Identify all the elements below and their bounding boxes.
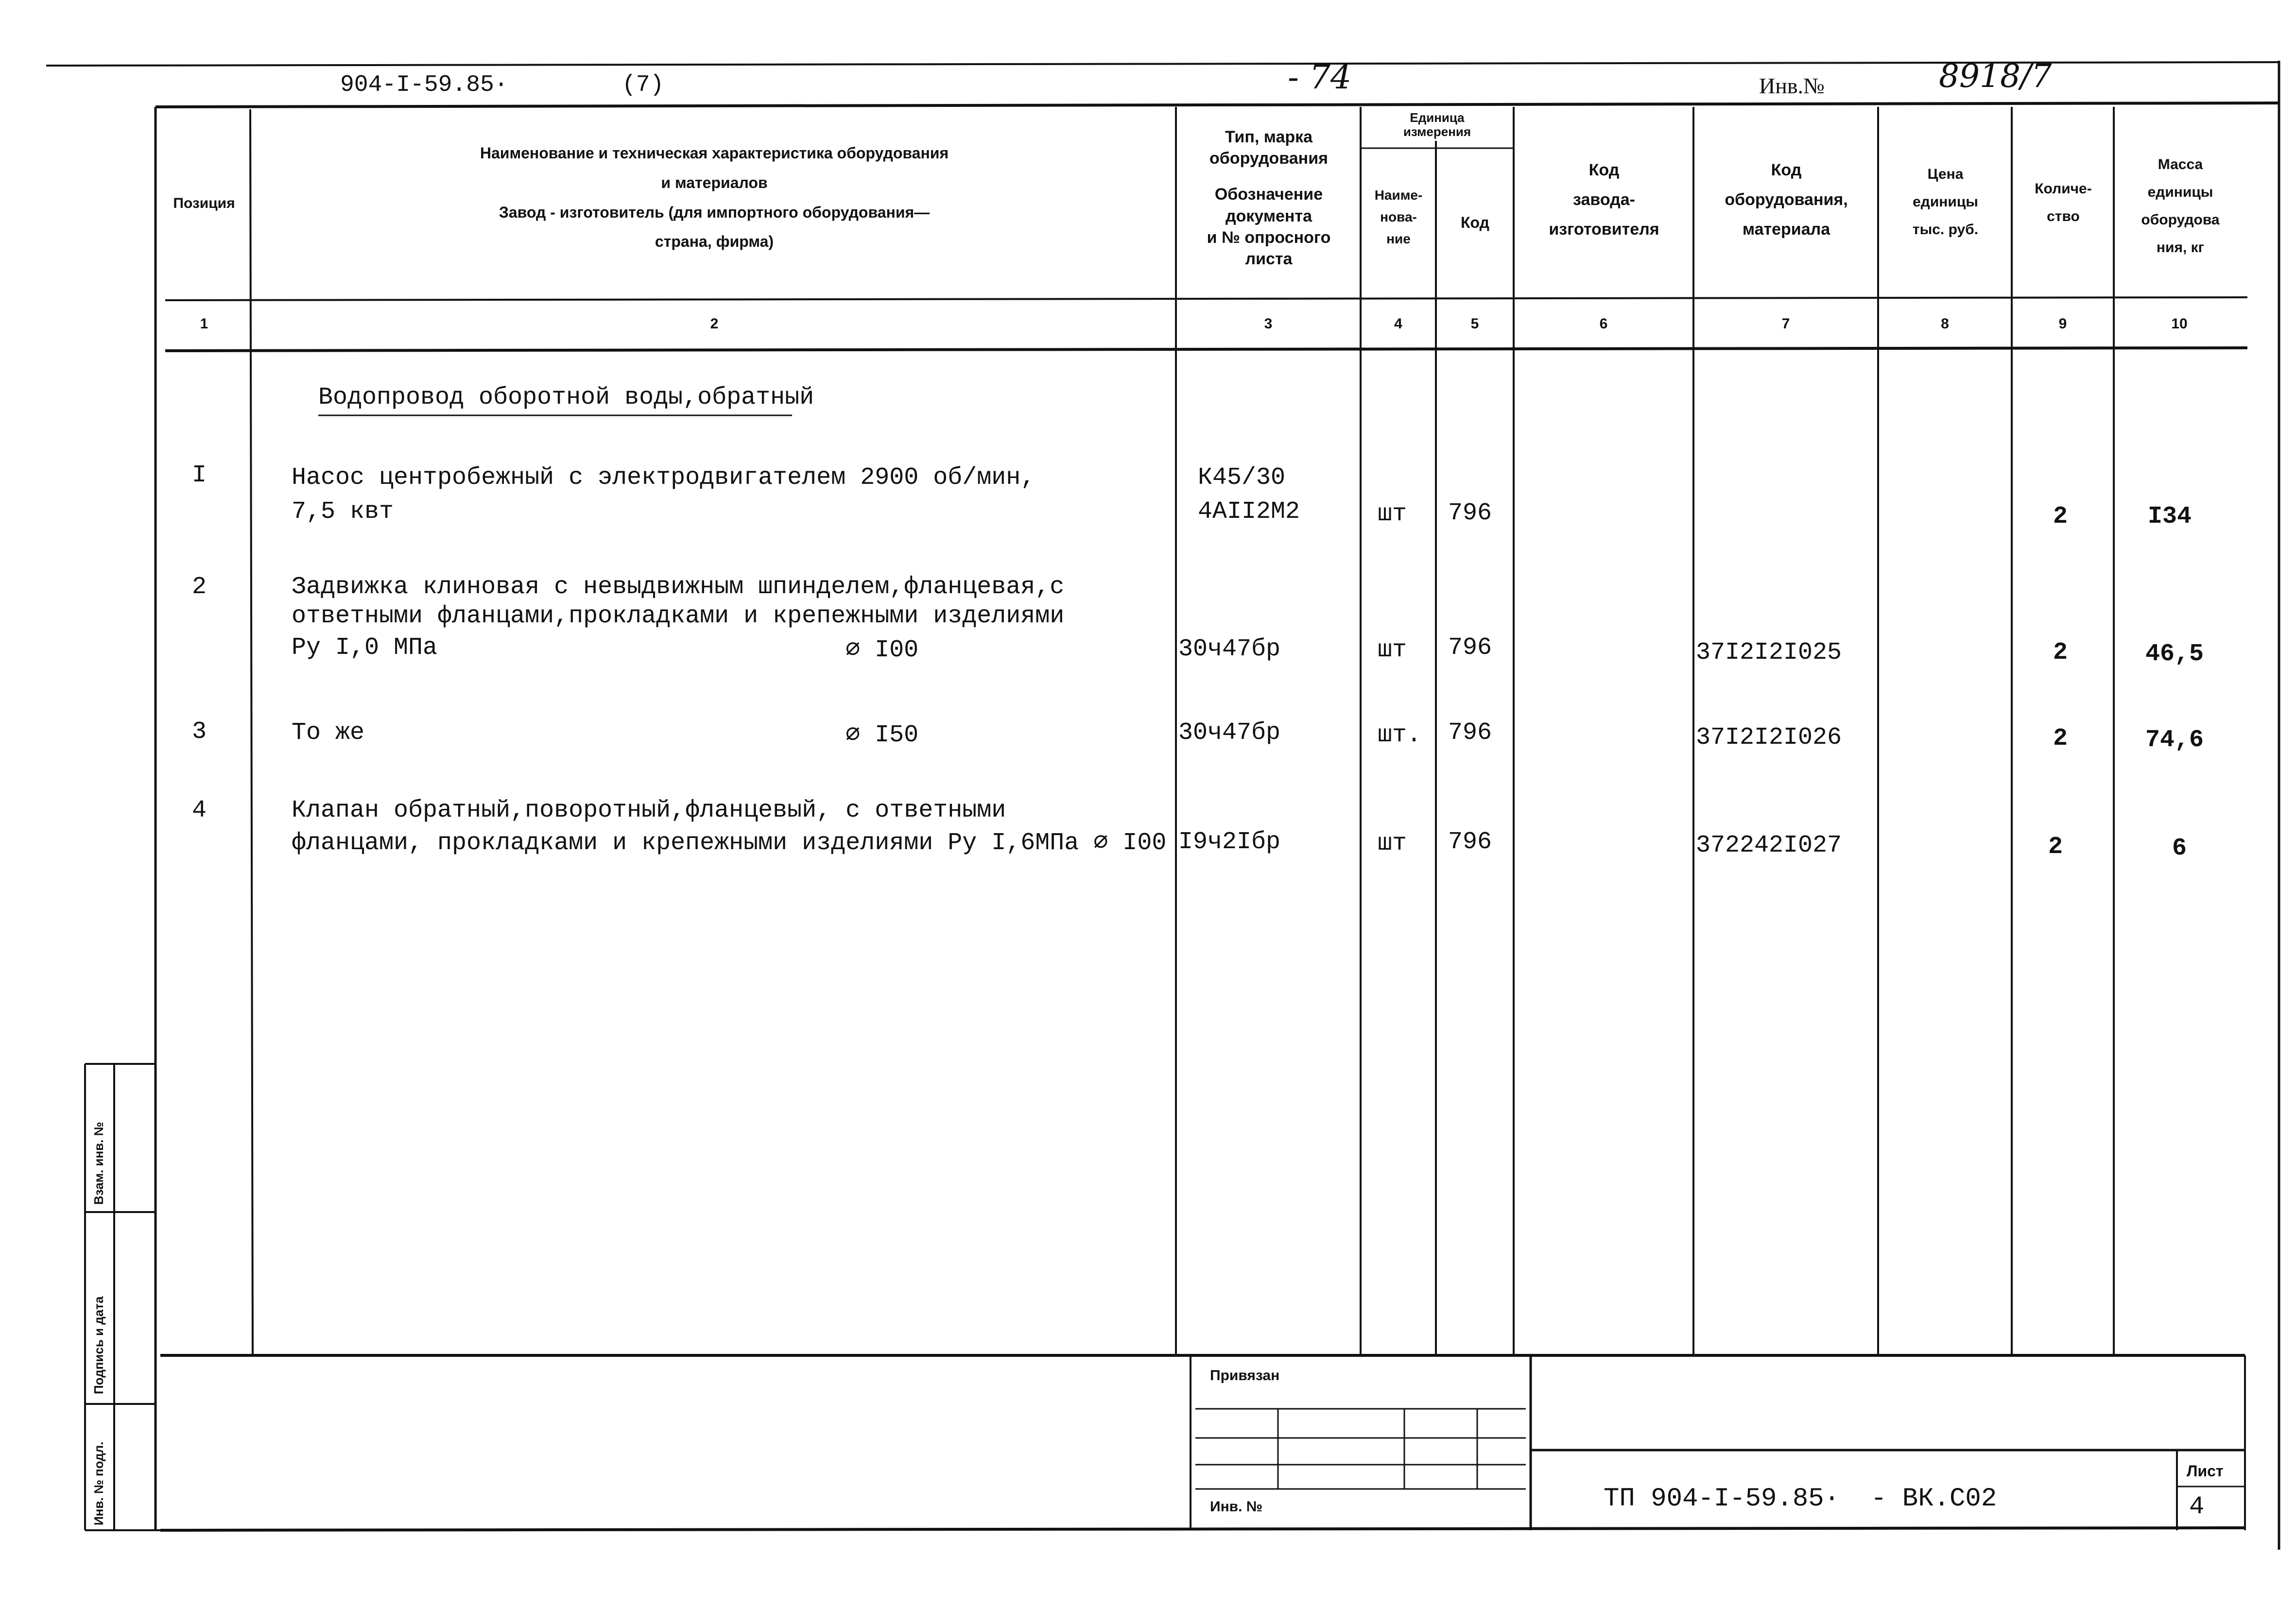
row-4-unit-code: 796 xyxy=(1448,828,1492,856)
row-2-unit-code: 796 xyxy=(1448,634,1492,662)
row-4-quantity: 2 xyxy=(2048,833,2063,861)
footer-privyazan: Привязан xyxy=(1210,1368,1280,1384)
row-2-name-line2: ответными фланцами,прокладками и крепежными изделиями xyxy=(292,602,1065,630)
footer-inv-no: Инв. № xyxy=(1210,1499,1263,1515)
header-price-line2: единицы xyxy=(1913,194,1978,210)
header-type-line6: листа xyxy=(1245,249,1293,268)
header-unit-name-line2: нова- xyxy=(1380,209,1417,224)
footer-doc-designation: ТП 904-I-59.85· xyxy=(1604,1484,1840,1514)
col-number-9: 9 xyxy=(2058,316,2067,332)
col-number-4: 4 xyxy=(1394,316,1402,332)
row-3-unit-code: 796 xyxy=(1448,719,1492,747)
row-1-unit-code: 796 xyxy=(1448,499,1492,527)
header-type-line4: документа xyxy=(1226,206,1312,225)
handwritten-inventory-number: 8918/7 xyxy=(1939,57,2052,95)
header-unit-name-line1: Наиме- xyxy=(1374,188,1423,203)
header-position-label: Позиция xyxy=(173,195,235,211)
row-4-position: 4 xyxy=(192,797,207,824)
header-mass-line3: оборудова xyxy=(2141,212,2220,228)
header-plant-code-line3: изготовителя xyxy=(1549,220,1659,239)
row-2-name-line1: Задвижка клиновая с невыдвижным шпинделем,фланцевая,с xyxy=(292,573,1065,601)
header-quantity-line1: Количе- xyxy=(2035,181,2092,197)
row-3-mass: 74,6 xyxy=(2145,726,2204,754)
row-4-name-line2: фланцами, прокладками и крепежными изделиями Ру I,6МПа ∅ I00 xyxy=(292,829,1167,857)
header-unit-name xyxy=(1362,185,1435,250)
col-number-7: 7 xyxy=(1781,316,1790,332)
header-equipment-code xyxy=(1694,155,1878,245)
col-number-10: 10 xyxy=(2171,316,2188,332)
col-number-3: 3 xyxy=(1264,316,1273,332)
header-type-line2: оборудования xyxy=(1209,149,1328,168)
row-1-type-line1: К45/30 xyxy=(1198,464,1286,492)
header-unit-code-label: Код xyxy=(1461,214,1489,231)
row-1-type-line2: 4АII2М2 xyxy=(1198,498,1300,526)
header-unit-group xyxy=(1361,111,1514,138)
header-type xyxy=(1177,126,1361,270)
row-1-mass: I34 xyxy=(2148,503,2192,530)
row-2-type: 30ч47бр xyxy=(1178,635,1281,663)
footer-doc-suffix: - ВК.С02 xyxy=(1871,1484,1997,1514)
row-4-equipment-code: 372242I027 xyxy=(1696,832,1842,859)
col-number-2: 2 xyxy=(710,316,719,332)
header-type-line3: Обозначение xyxy=(1214,185,1323,204)
row-2-equipment-code: 37I2I2I025 xyxy=(1696,639,1842,667)
header-mass xyxy=(2115,151,2246,261)
header-name-line3: Завод - изготовитель (для импортного оборудования— xyxy=(499,203,930,221)
header-type-line1: Тип, марка xyxy=(1225,128,1313,146)
row-1-name-line2: 7,5 квт xyxy=(292,498,394,526)
row-4-mass: 6 xyxy=(2172,835,2187,862)
header-plant-code-line1: Код xyxy=(1588,161,1620,179)
col-number-1: 1 xyxy=(200,316,208,332)
row-1-unit: шт xyxy=(1378,500,1407,528)
header-mass-line2: единицы xyxy=(2147,184,2213,200)
header-unit-group-line1: Единица xyxy=(1410,110,1465,125)
inventory-label: Инв.№ xyxy=(1759,73,1825,98)
sheet-mark: (7) xyxy=(622,72,664,98)
section-title: Водопровод оборотной воды,обратный xyxy=(318,384,814,411)
header-unit-code xyxy=(1437,213,1513,232)
header-mass-line4: ния, кг xyxy=(2156,239,2205,256)
row-3-equipment-code: 37I2I2I026 xyxy=(1696,724,1842,752)
header-price-line3: тыс. руб. xyxy=(1912,222,1979,238)
row-2-unit: шт xyxy=(1378,636,1407,664)
row-2-position: 2 xyxy=(192,573,207,601)
header-unit-group-line2: измерения xyxy=(1403,124,1471,139)
footer-sheet-label: Лист xyxy=(2187,1462,2224,1480)
header-equipment-code-line2: оборудования, xyxy=(1725,190,1848,209)
stamp-original-inv: Инв. № подл. xyxy=(91,1441,106,1525)
footer-sheet-number: 4 xyxy=(2189,1492,2205,1521)
col-number-5: 5 xyxy=(1470,316,1479,332)
handwritten-page-number: - 74 xyxy=(1288,58,1352,97)
row-2-mass: 46,5 xyxy=(2145,640,2204,668)
stamp-signature-date: Подпись и дата xyxy=(91,1296,106,1394)
header-position xyxy=(158,194,250,213)
row-3-diameter: ∅ I50 xyxy=(846,721,919,749)
row-4-type: I9ч2Iбр xyxy=(1178,828,1281,856)
row-2-name-line3: Ру I,0 МПа xyxy=(292,634,438,662)
row-4-unit: шт xyxy=(1378,830,1407,857)
stamp-replacement-inv: Взам. инв. № xyxy=(91,1122,106,1205)
col-number-8: 8 xyxy=(1941,316,1949,332)
header-plant-code xyxy=(1515,155,1693,245)
header-plant-code-line2: завода- xyxy=(1573,190,1635,209)
header-name-line1: Наименование и техническая характеристика оборудования xyxy=(480,144,949,162)
row-1-name-line1: Насос центробежный с электродвигателем 2900 об/мин, xyxy=(292,464,1036,492)
header-equipment-code-line1: Код xyxy=(1771,161,1802,179)
header-type-line5: и № опросного xyxy=(1207,228,1331,247)
row-3-quantity: 2 xyxy=(2053,725,2068,752)
header-price-line1: Цена xyxy=(1927,166,1964,182)
row-2-diameter: ∅ I00 xyxy=(846,636,919,664)
header-name-line4: страна, фирма) xyxy=(655,233,774,251)
row-3-position: 3 xyxy=(192,718,207,746)
header-price xyxy=(1879,160,2012,243)
col-number-6: 6 xyxy=(1599,316,1608,332)
row-3-type: 30ч47бр xyxy=(1178,719,1281,747)
row-2-quantity: 2 xyxy=(2053,639,2068,667)
row-3-unit: шт. xyxy=(1378,721,1422,749)
row-4-name-line1: Клапан обратный,поворотный,фланцевый, с ответными xyxy=(292,797,1006,824)
header-name-line2: и материалов xyxy=(661,173,768,191)
header-name xyxy=(253,138,1176,256)
row-3-name-line1: То же xyxy=(292,719,365,747)
header-unit-name-line3: ние xyxy=(1386,231,1411,246)
row-1-position: I xyxy=(192,462,207,489)
header-quantity-line2: ство xyxy=(2047,208,2080,224)
header-quantity xyxy=(2013,175,2114,230)
document-code: 904-I-59.85· xyxy=(340,72,508,98)
header-equipment-code-line3: материала xyxy=(1742,220,1830,239)
header-mass-line1: Масса xyxy=(2158,156,2203,172)
row-1-quantity: 2 xyxy=(2053,503,2068,530)
